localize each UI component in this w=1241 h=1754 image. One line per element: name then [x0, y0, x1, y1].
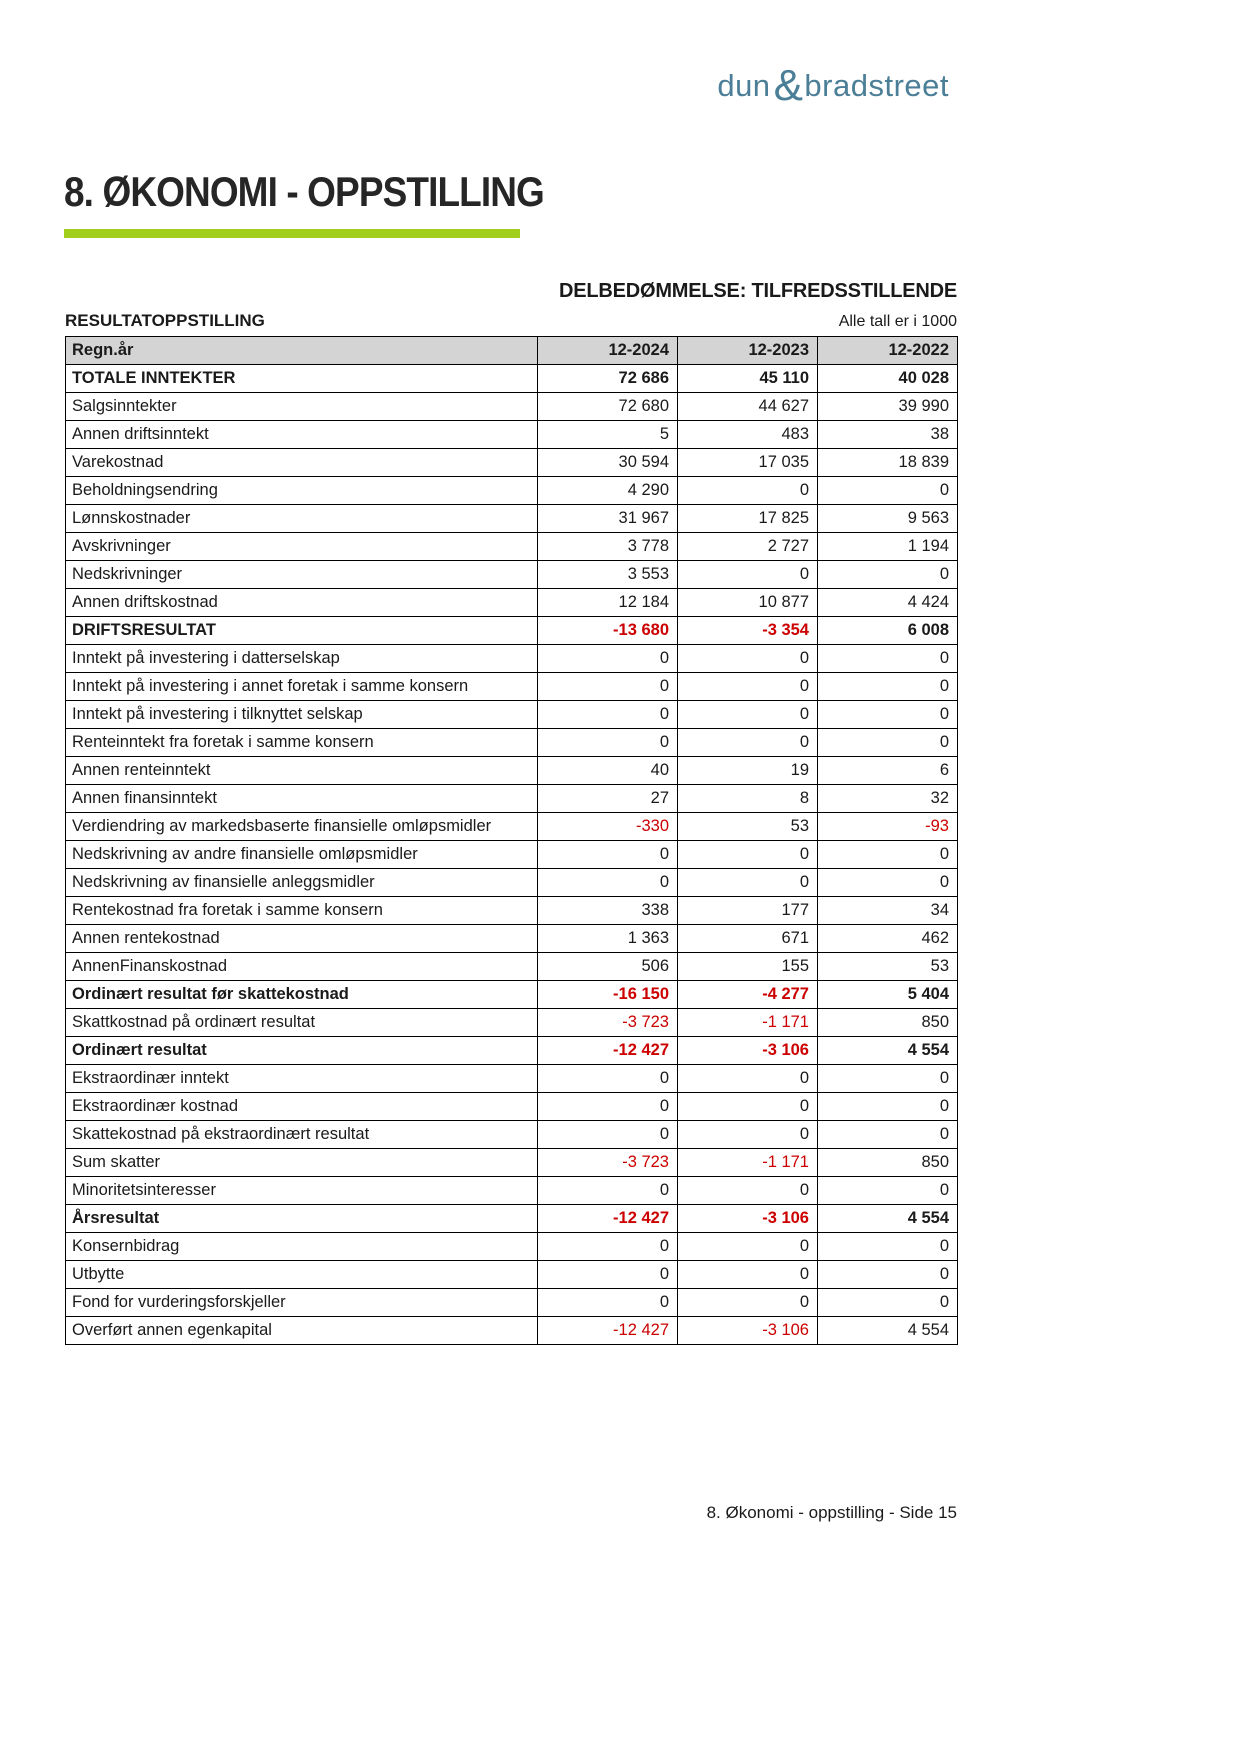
row-value: -330 [538, 813, 678, 841]
row-label: Inntekt på investering i annet foretak i samme konsern [66, 673, 538, 701]
row-label: Ekstraordinær kostnad [66, 1093, 538, 1121]
row-value: 0 [538, 1233, 678, 1261]
row-value: 19 [678, 757, 818, 785]
table-title: RESULTATOPPSTILLING [65, 311, 265, 330]
row-label: Inntekt på investering i datterselskap [66, 645, 538, 673]
table-row [66, 421, 958, 449]
row-label: Konsernbidrag [66, 1233, 538, 1261]
table-row [66, 1065, 958, 1093]
row-label: Inntekt på investering i tilknyttet selskap [66, 701, 538, 729]
column-header-12-2023: 12-2023 [678, 337, 818, 365]
row-label: Årsresultat [66, 1205, 538, 1233]
row-label: DRIFTSRESULTAT [66, 617, 538, 645]
row-value: 40 028 [818, 365, 958, 393]
table-row [66, 1121, 958, 1149]
row-value: 27 [538, 785, 678, 813]
row-label: AnnenFinanskostnad [66, 953, 538, 981]
table-row [66, 757, 958, 785]
row-value: 155 [678, 953, 818, 981]
row-value: 338 [538, 897, 678, 925]
row-value: 1 363 [538, 925, 678, 953]
row-value: 72 686 [538, 365, 678, 393]
row-label: Skattekostnad på ekstraordinært resultat [66, 1121, 538, 1149]
table-row [66, 589, 958, 617]
row-value: 40 [538, 757, 678, 785]
row-value: 4 290 [538, 477, 678, 505]
row-value: 5 [538, 421, 678, 449]
row-value: 0 [538, 673, 678, 701]
row-label: Beholdningsendring [66, 477, 538, 505]
row-value: 0 [538, 1261, 678, 1289]
row-value: 0 [678, 701, 818, 729]
table-row [66, 449, 958, 477]
dun-bradstreet-logo [717, 61, 949, 110]
row-value: 0 [678, 1261, 818, 1289]
row-label: Ordinært resultat før skattekostnad [66, 981, 538, 1009]
row-value: 0 [678, 477, 818, 505]
row-label: Ordinært resultat [66, 1037, 538, 1065]
row-label: Annen driftskostnad [66, 589, 538, 617]
row-value: 38 [818, 421, 958, 449]
row-value: 0 [818, 1065, 958, 1093]
row-label: Avskrivninger [66, 533, 538, 561]
row-value: 0 [678, 1177, 818, 1205]
row-value: 0 [678, 1121, 818, 1149]
row-value: 12 184 [538, 589, 678, 617]
table-row [66, 981, 958, 1009]
row-label: Annen driftsinntekt [66, 421, 538, 449]
row-value: 44 627 [678, 393, 818, 421]
row-value: 0 [678, 1065, 818, 1093]
row-value: 0 [818, 701, 958, 729]
table-row [66, 1149, 958, 1177]
column-header-12-2022: 12-2022 [818, 337, 958, 365]
table-row [66, 1289, 958, 1317]
table-row [66, 701, 958, 729]
row-label: Minoritetsinteresser [66, 1177, 538, 1205]
row-value: 18 839 [818, 449, 958, 477]
row-value: 0 [818, 1289, 958, 1317]
row-label: Overført annen egenkapital [66, 1317, 538, 1345]
row-label: Lønnskostnader [66, 505, 538, 533]
row-value: 0 [818, 729, 958, 757]
table-body [66, 365, 958, 1345]
table-row [66, 365, 958, 393]
row-value: -13 680 [538, 617, 678, 645]
row-value: 0 [818, 561, 958, 589]
table-row [66, 785, 958, 813]
row-value: 0 [538, 645, 678, 673]
row-value: 4 554 [818, 1205, 958, 1233]
row-label: Nedskrivning av andre finansielle omløpsmidler [66, 841, 538, 869]
row-label: Skattkostnad på ordinært resultat [66, 1009, 538, 1037]
row-value: 39 990 [818, 393, 958, 421]
row-value: -3 106 [678, 1037, 818, 1065]
row-label: Renteinntekt fra foretak i samme konsern [66, 729, 538, 757]
row-value: -4 277 [678, 981, 818, 1009]
units-note: Alle tall er i 1000 [838, 313, 957, 330]
table-row [66, 869, 958, 897]
table-row [66, 897, 958, 925]
row-label: Annen finansinntekt [66, 785, 538, 813]
row-value: 6 [818, 757, 958, 785]
row-value: 0 [818, 869, 958, 897]
row-value: 0 [818, 841, 958, 869]
row-label: Nedskrivninger [66, 561, 538, 589]
row-value: 53 [818, 953, 958, 981]
table-row [66, 729, 958, 757]
row-value: 30 594 [538, 449, 678, 477]
row-value: 0 [678, 673, 818, 701]
row-value: 0 [818, 645, 958, 673]
table-row [66, 841, 958, 869]
row-value: 0 [678, 841, 818, 869]
row-label: Ekstraordinær inntekt [66, 1065, 538, 1093]
row-value: -3 106 [678, 1205, 818, 1233]
row-value: 0 [538, 841, 678, 869]
assessment-heading: DELBEDØMMELSE: TILFREDSSTILLENDE [558, 280, 957, 302]
row-value: 3 553 [538, 561, 678, 589]
row-value: 0 [538, 869, 678, 897]
row-value: 850 [818, 1009, 958, 1037]
table-row [66, 1093, 958, 1121]
row-value: 0 [538, 1065, 678, 1093]
table-subheader [65, 311, 957, 331]
row-value: 45 110 [678, 365, 818, 393]
row-value: 0 [818, 1233, 958, 1261]
row-label: Annen rentekostnad [66, 925, 538, 953]
row-value: 31 967 [538, 505, 678, 533]
row-value: 0 [538, 1093, 678, 1121]
table-row [66, 813, 958, 841]
table-row [66, 561, 958, 589]
row-value: 0 [678, 729, 818, 757]
row-value: 1 194 [818, 533, 958, 561]
table-row [66, 673, 958, 701]
row-value: 10 877 [678, 589, 818, 617]
row-value: 0 [818, 1177, 958, 1205]
row-value: 0 [538, 1121, 678, 1149]
row-value: 0 [818, 1121, 958, 1149]
page-footer: 8. Økonomi - oppstilling - Side 15 [706, 1503, 957, 1522]
row-label: Rentekostnad fra foretak i samme konsern [66, 897, 538, 925]
page-title: 8. ØKONOMI - OPPSTILLING [64, 168, 544, 215]
row-value: 671 [678, 925, 818, 953]
table-row [66, 1037, 958, 1065]
row-value: 0 [678, 1289, 818, 1317]
table-row [66, 1261, 958, 1289]
table-row [66, 533, 958, 561]
table-row [66, 925, 958, 953]
row-value: 4 554 [818, 1037, 958, 1065]
row-value: -1 171 [678, 1009, 818, 1037]
row-value: 850 [818, 1149, 958, 1177]
row-value: -3 723 [538, 1009, 678, 1037]
row-label: Nedskrivning av finansielle anleggsmidler [66, 869, 538, 897]
row-value: 4 424 [818, 589, 958, 617]
row-value: 0 [538, 1289, 678, 1317]
row-value: 5 404 [818, 981, 958, 1009]
row-label: Verdiendring av markedsbaserte finansielle omløpsmidler [66, 813, 538, 841]
row-value: 0 [678, 561, 818, 589]
row-value: 0 [538, 729, 678, 757]
row-value: 462 [818, 925, 958, 953]
row-value: -3 723 [538, 1149, 678, 1177]
row-value: 2 727 [678, 533, 818, 561]
row-value: -12 427 [538, 1317, 678, 1345]
table-row [66, 1233, 958, 1261]
row-value: 0 [678, 869, 818, 897]
table-row [66, 1205, 958, 1233]
table-row [66, 1317, 958, 1345]
row-value: 34 [818, 897, 958, 925]
row-value: 506 [538, 953, 678, 981]
row-value: 3 778 [538, 533, 678, 561]
table-row [66, 1177, 958, 1205]
table-row [66, 1009, 958, 1037]
row-value: 0 [678, 1233, 818, 1261]
row-value: -1 171 [678, 1149, 818, 1177]
row-value: 0 [538, 1177, 678, 1205]
table-row [66, 645, 958, 673]
row-value: 32 [818, 785, 958, 813]
row-label: Sum skatter [66, 1149, 538, 1177]
row-value: 4 554 [818, 1317, 958, 1345]
row-label: Salgsinntekter [66, 393, 538, 421]
row-label: Varekostnad [66, 449, 538, 477]
row-value: 9 563 [818, 505, 958, 533]
row-value: 17 825 [678, 505, 818, 533]
row-value: 0 [818, 673, 958, 701]
accent-underline [64, 229, 520, 238]
row-value: -16 150 [538, 981, 678, 1009]
table-header-row [66, 337, 958, 365]
table-row [66, 953, 958, 981]
row-value: -3 106 [678, 1317, 818, 1345]
row-value: 17 035 [678, 449, 818, 477]
row-value: 0 [818, 1093, 958, 1121]
income-statement-table [65, 336, 958, 1345]
table-row [66, 477, 958, 505]
table-row [66, 617, 958, 645]
row-value: -3 354 [678, 617, 818, 645]
content-column [65, 280, 957, 1345]
row-value: 177 [678, 897, 818, 925]
row-label: Annen renteinntekt [66, 757, 538, 785]
table-row [66, 505, 958, 533]
row-value: 6 008 [818, 617, 958, 645]
logo-text-dun: dun [717, 68, 771, 103]
row-label: Fond for vurderingsforskjeller [66, 1289, 538, 1317]
ampersand-icon: & [773, 61, 804, 110]
row-value: -12 427 [538, 1205, 678, 1233]
row-value: -93 [818, 813, 958, 841]
table-row [66, 393, 958, 421]
row-value: 0 [818, 1261, 958, 1289]
row-value: 483 [678, 421, 818, 449]
row-value: 0 [678, 645, 818, 673]
column-header-regnaar: Regn.år [66, 337, 538, 365]
logo-text-bradstreet: bradstreet [804, 68, 949, 103]
row-value: 8 [678, 785, 818, 813]
row-value: 0 [818, 477, 958, 505]
row-value: 0 [678, 1093, 818, 1121]
row-value: 0 [538, 701, 678, 729]
row-value: -12 427 [538, 1037, 678, 1065]
column-header-12-2024: 12-2024 [538, 337, 678, 365]
row-value: 53 [678, 813, 818, 841]
row-label: Utbytte [66, 1261, 538, 1289]
row-label: TOTALE INNTEKTER [66, 365, 538, 393]
row-value: 72 680 [538, 393, 678, 421]
